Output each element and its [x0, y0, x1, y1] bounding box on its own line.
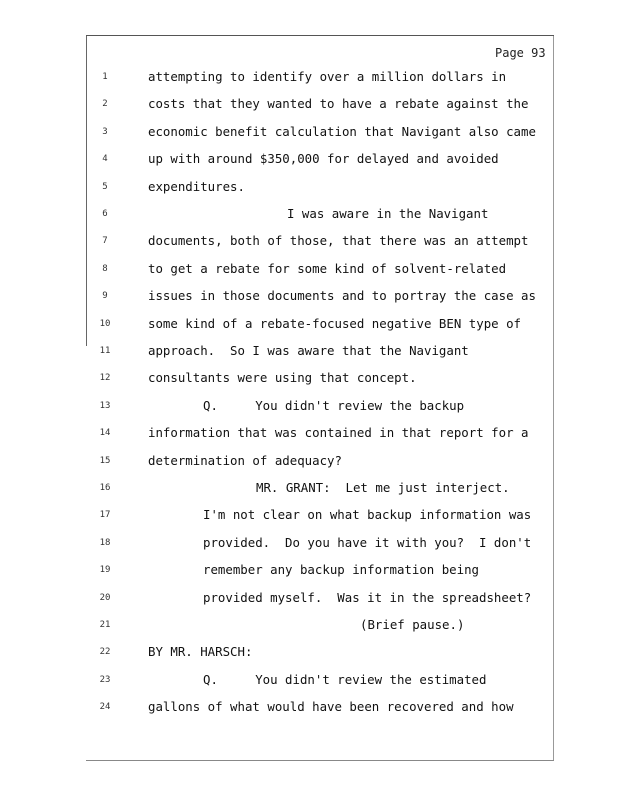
line-text: costs that they wanted to have a rebate against the — [148, 96, 529, 112]
transcript-line — [0, 590, 618, 610]
line-number: 12 — [99, 373, 111, 384]
transcript-line — [0, 672, 618, 692]
line-text: BY MR. HARSCH: — [148, 644, 253, 660]
line-text: remember any backup information being — [203, 562, 480, 578]
transcript-line — [0, 699, 618, 719]
transcript-line — [0, 124, 618, 144]
line-number: 16 — [99, 483, 111, 493]
line-number: 15 — [99, 455, 111, 466]
line-number: 20 — [99, 592, 111, 603]
transcript-line — [0, 507, 618, 527]
line-text: Q. You didn't review the estimated — [203, 671, 487, 687]
line-text: provided. Do you have it with you? I don't — [203, 534, 532, 550]
transcript-line — [0, 617, 618, 637]
line-text: I was aware in the Navigant — [287, 206, 489, 221]
transcript-line — [0, 288, 618, 308]
line-number: 19 — [99, 565, 111, 576]
line-number: 24 — [99, 702, 111, 713]
transcript-line — [0, 316, 618, 336]
line-number: 10 — [99, 318, 111, 329]
line-text: attempting to identify over a million dollars in — [148, 69, 507, 84]
transcript-line — [0, 562, 618, 582]
line-text: provided myself. Was it in the spreadsheet? — [203, 589, 532, 605]
line-number: 1 — [102, 72, 108, 82]
line-text: consultants were using that concept. — [148, 370, 417, 386]
transcript-line — [0, 398, 618, 418]
transcript-line — [0, 480, 618, 500]
line-text: I'm not clear on what backup information was — [203, 507, 532, 523]
transcript-line — [0, 233, 618, 253]
line-text: issues in those documents and to portray the case as — [148, 288, 536, 304]
line-number: 3 — [102, 126, 108, 137]
transcript-line — [0, 179, 618, 199]
line-number: 7 — [102, 236, 108, 247]
transcript-line — [0, 453, 618, 473]
line-text: some kind of a rebate-focused negative BEN type of — [148, 315, 521, 331]
bottom-border — [86, 760, 554, 761]
transcript-line — [0, 370, 618, 390]
line-number: 4 — [102, 154, 108, 165]
transcript-line — [0, 343, 618, 363]
line-text: (Brief pause.) — [360, 617, 465, 632]
line-number: 5 — [102, 181, 108, 192]
line-text: to get a rebate for some kind of solvent-related — [148, 260, 507, 276]
line-text: determination of adequacy? — [148, 452, 342, 468]
line-number: 8 — [102, 263, 108, 274]
transcript-line — [0, 261, 618, 281]
line-text: expenditures. — [148, 178, 245, 194]
line-number: 14 — [99, 428, 111, 439]
line-text: information that was contained in that report for a — [148, 425, 529, 441]
line-text: MR. GRANT: Let me just interject. — [256, 480, 510, 495]
line-number: 17 — [99, 510, 111, 521]
line-number: 13 — [99, 400, 111, 411]
line-number: 2 — [102, 99, 108, 110]
transcript-line — [0, 151, 618, 171]
page-number: Page 93 — [495, 46, 546, 60]
transcript-line — [0, 96, 618, 116]
transcript-line — [0, 206, 618, 226]
line-number: 22 — [99, 647, 111, 658]
line-number: 11 — [99, 346, 111, 356]
line-text: economic benefit calculation that Navigant also came — [148, 123, 536, 139]
line-text: approach. So I was aware that the Navigant — [148, 343, 469, 358]
transcript-line — [0, 425, 618, 445]
line-text: Q. You didn't review the backup — [203, 397, 465, 413]
top-border — [86, 35, 554, 36]
line-number: 21 — [99, 620, 111, 630]
transcript-line — [0, 69, 618, 89]
transcript-line — [0, 644, 618, 664]
line-text: up with around $350,000 for delayed and avoided — [148, 151, 499, 167]
line-number: 9 — [102, 291, 108, 302]
line-text: documents, both of those, that there was an attempt — [148, 233, 529, 249]
line-number: 23 — [99, 674, 111, 685]
line-number: 6 — [102, 209, 108, 219]
line-number: 18 — [99, 537, 111, 548]
transcript-line — [0, 535, 618, 555]
line-text: gallons of what would have been recovered and how — [148, 699, 514, 715]
